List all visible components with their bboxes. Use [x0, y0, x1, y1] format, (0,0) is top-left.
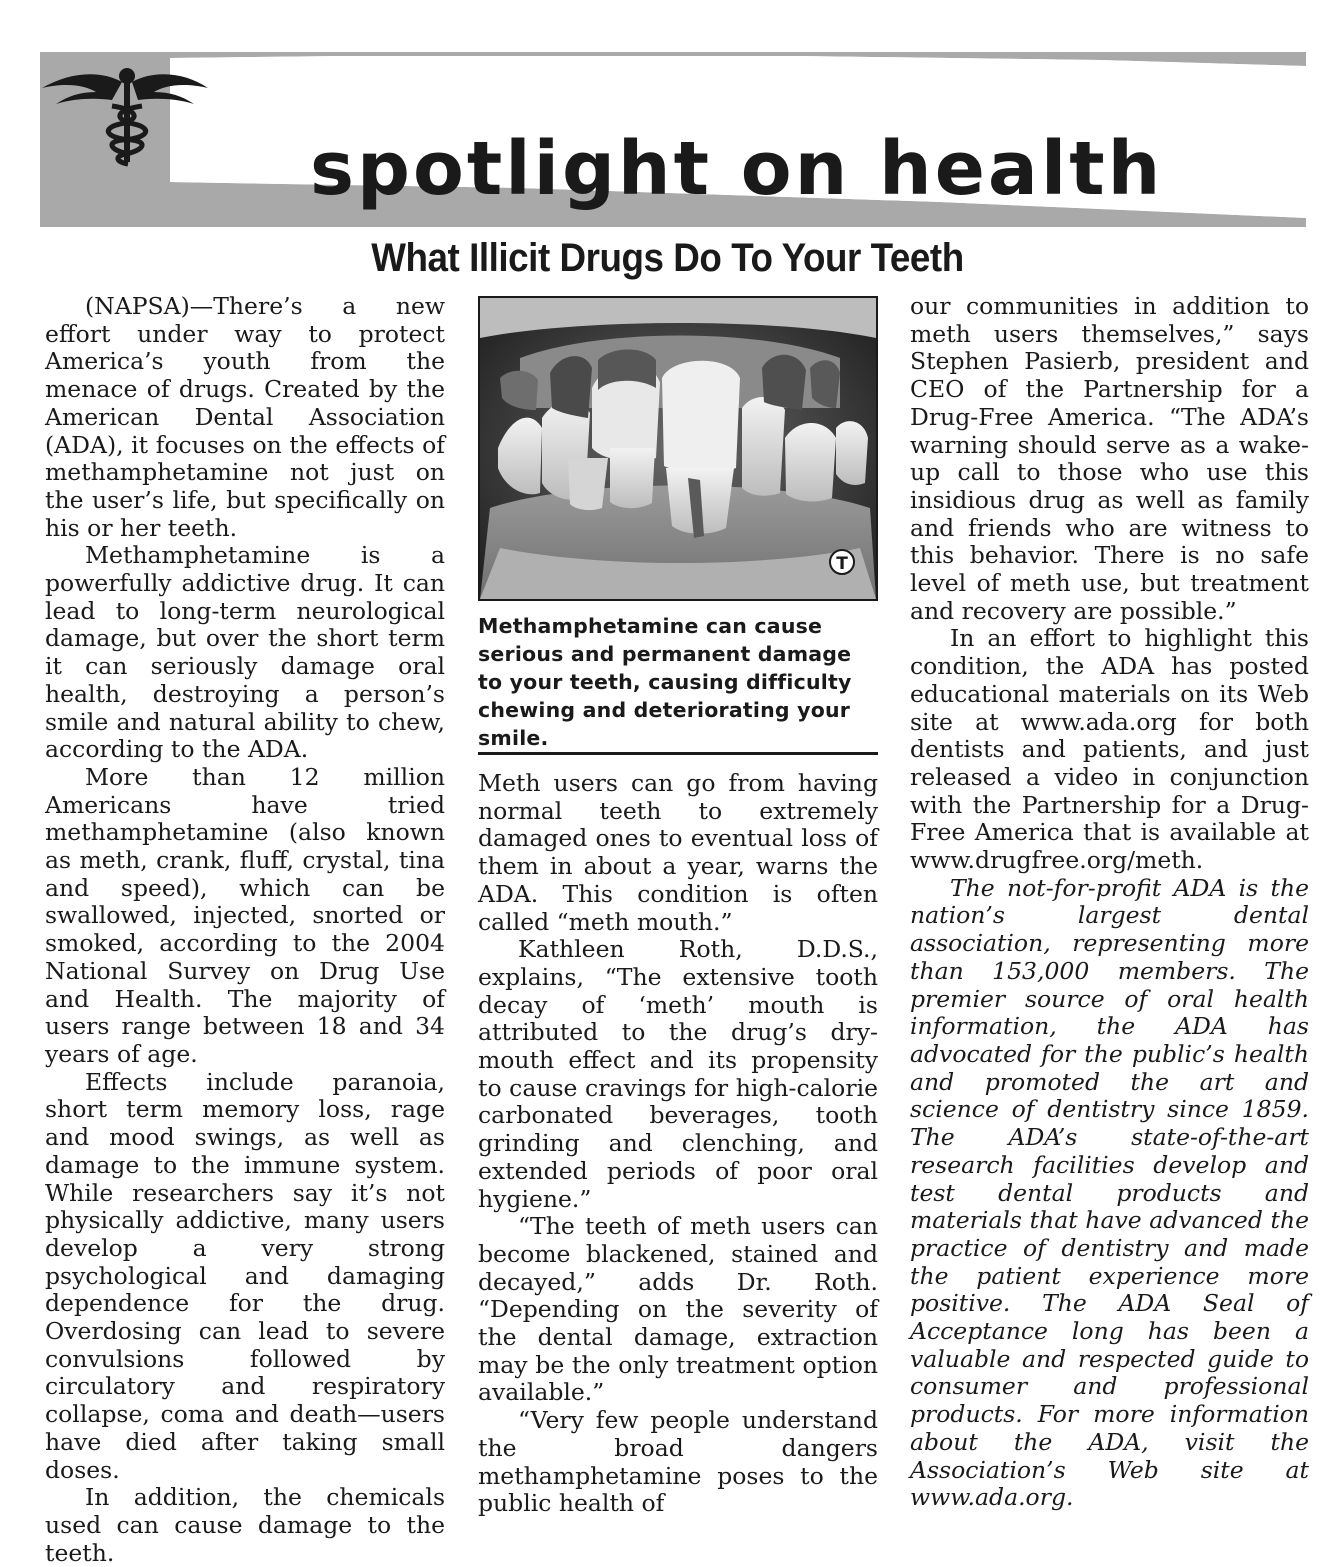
article-headline: What Illicit Drugs Do To Your Teeth	[371, 236, 964, 280]
paragraph: “Very few people understand the broad dangers methamphetamine poses to the public health of	[478, 1406, 878, 1518]
photo-caption: Methamphetamine can cause serious and permanent damage to your teeth, causing difficulty chewing and deteriorating your smile.	[478, 614, 852, 750]
paragraph: Meth users can go from having normal teeth to extremely damaged ones to eventual loss of them in about a year, warns the ADA. This condition is often called “meth mouth.”	[478, 769, 878, 936]
photo-credit-mark: T	[836, 554, 848, 574]
caption-divider	[478, 752, 878, 755]
paragraph: (NAPSA)—There’s a new effort under way to protect America’s youth from the menace of drugs. Created by the American Dental Association (ADA), it focuses on the effects of methamphetamine not just on the user’s life, but specifically on his or her teeth.	[45, 292, 445, 542]
paragraph: “The teeth of meth users can become blackened, stained and decayed,” adds Dr. Roth. “Depending on the severity of the dental damage, extraction may be the only treatment option available.”	[478, 1212, 878, 1407]
section-title: spotlight on health	[310, 126, 1164, 212]
caduceus-icon	[40, 52, 210, 167]
paragraph: Effects include paranoia, short term memory loss, rage and mood swings, as well as damage to the immune system. While researchers say it’s not physically addictive, many users develop a very strong psychological and damaging dependence for the drug. Overdosing can lead to severe convulsions followed by circulatory and respiratory collapse, coma and death—users have died after taking small doses.	[45, 1067, 445, 1484]
paragraph: More than 12 million Americans have tried methamphetamine (also known as meth, crank, fluff, crystal, tina and speed), which can be swallowed, injected, snorted or smoked, according to the 2004 National Survey on Drug Use and Health. The majority of users range between 18 and 34 years of age.	[45, 762, 445, 1068]
section-banner	[40, 52, 1306, 227]
about-ada-note: The not-for-profit ADA is the nation’s largest dental association, representing more than 153,000 members. The premier source of oral health information, the ADA has advocated for the public’s health and promoted the art and science of dentistry since 1859. The ADA’s state-of-the-art research facilities develop and test dental products and materials that have advanced the practice of dentistry and made the patient experience more positive. The ADA Seal of Acceptance long has been a valuable and respected guide to consumer and professional products. For more information about the ADA, visit the Association’s Web site at www.ada.org.	[910, 873, 1309, 1512]
article-column-2	[478, 770, 878, 1518]
paragraph: our communities in addition to meth users themselves,” says Stephen Pasierb, president and CEO of the Partnership for a Drug-Free America. “The ADA’s warning should serve as a wake-up call to those who use this insidious drug as well as family and friends who are witness to this behavior. There is no safe level of meth use, but treatment and recovery are possible.”	[910, 292, 1309, 625]
paragraph: In addition, the chemicals used can cause damage to the teeth.	[45, 1483, 445, 1567]
article-column-3	[910, 293, 1309, 1512]
article-column-1	[45, 293, 445, 1567]
paragraph: Methamphetamine is a powerfully addictive drug. It can lead to long-term neurological damage, but over the short term it can seriously damage oral health, destroying a person’s smile and natural ability to chew, according to the ADA.	[45, 541, 445, 764]
paragraph: Kathleen Roth, D.D.S., explains, “The extensive tooth decay of ‘meth’ mouth is attributed to the drug’s dry-mouth effect and its propensity to cause cravings for high-calorie carbonated beverages, tooth grinding and clenching, and extended periods of poor oral hygiene.”	[478, 935, 878, 1213]
paragraph: In an effort to highlight this condition, the ADA has posted educational materials on its Web site at www.ada.org for both dentists and patients, and just released a video in conjunction with the Partnership for a Drug-Free America that is available at www.drugfree.org/meth.	[910, 624, 1309, 875]
teeth-photo	[478, 296, 878, 601]
